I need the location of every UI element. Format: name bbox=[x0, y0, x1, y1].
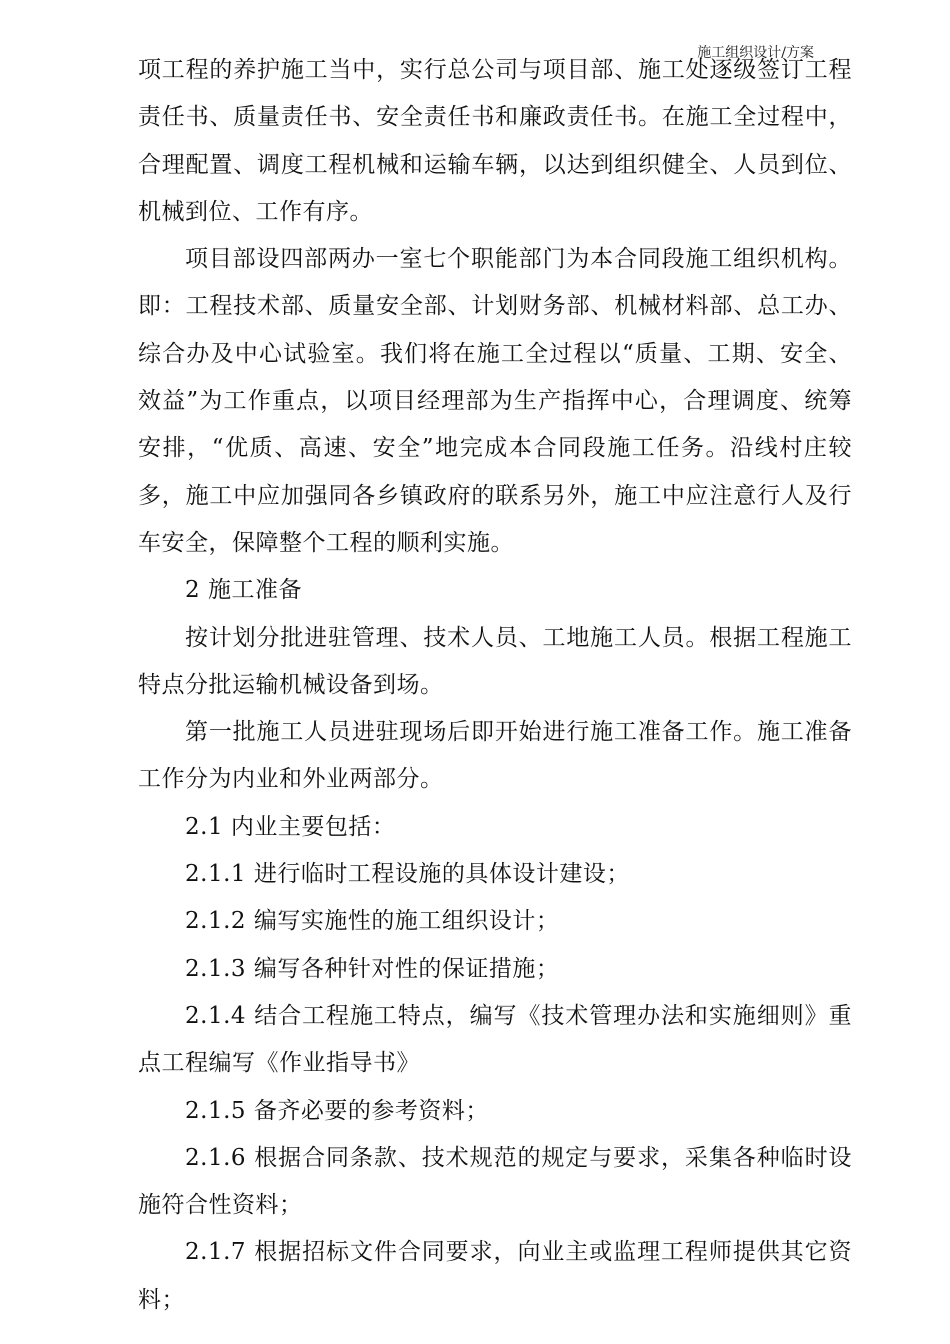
list-item-2-1-3: 2.1.3 编写各种针对性的保证措施； bbox=[185, 955, 560, 982]
document-body bbox=[138, 47, 852, 1324]
paragraph-1: 项工程的养护施工当中，实行总公司与项目部、施工处逐级签订工程责任书、质量责任书、安全责任书和廉政责任书。在施工全过程中，合理配置、调度工程机械和运输车辆，以达到组织健全、人员到位、机械到位、工作有序。 bbox=[138, 57, 852, 225]
page-header: 施工组织设计/方案 bbox=[697, 45, 814, 61]
list-item-2-1-7: 2.1.7 根据招标文件合同要求，向业主或监理工程师提供其它资料； bbox=[138, 1239, 852, 1313]
section-heading-2-1: 2.1 内业主要包括： bbox=[185, 813, 396, 840]
paragraph-2: 项目部设四部两办一室七个职能部门为本合同段施工组织机构。即：工程技术部、质量安全部、计划财务部、机械材料部、总工办、综合办及中心试验室。我们将在施工全过程以“质量、工期、安全、效益”为工作重点，以项目经理部为生产指挥中心，合理调度、统筹安排，“优质、高速、安全”地完成本合同段施工任务。沿线村庄较多，施工中应加强同各乡镇政府的联系另外，施工中应注意行人及行车安全，保障整个工程的顺利实施。 bbox=[138, 246, 852, 556]
paragraph-3: 按计划分批进驻管理、技术人员、工地施工人员。根据工程施工特点分批运输机械设备到场。 bbox=[138, 624, 852, 698]
list-item-2-1-1: 2.1.1 进行临时工程设施的具体设计建设； bbox=[185, 861, 630, 888]
paragraph-4: 第一批施工人员进驻现场后即开始进行施工准备工作。施工准备工作分为内业和外业两部分。 bbox=[138, 719, 852, 793]
section-heading-2: 2 施工准备 bbox=[185, 577, 302, 604]
list-item-2-1-2: 2.1.2 编写实施性的施工组织设计； bbox=[185, 908, 560, 935]
list-item-2-1-5: 2.1.5 备齐必要的参考资料； bbox=[185, 1097, 489, 1124]
list-item-2-1-6: 2.1.6 根据合同条款、技术规范的规定与要求，采集各种临时设施符合性资料； bbox=[138, 1144, 852, 1219]
list-item-2-1-4: 2.1.4 结合工程施工特点，编写《技术管理办法和实施细则》重点工程编写《作业指导书》 bbox=[138, 1002, 852, 1077]
